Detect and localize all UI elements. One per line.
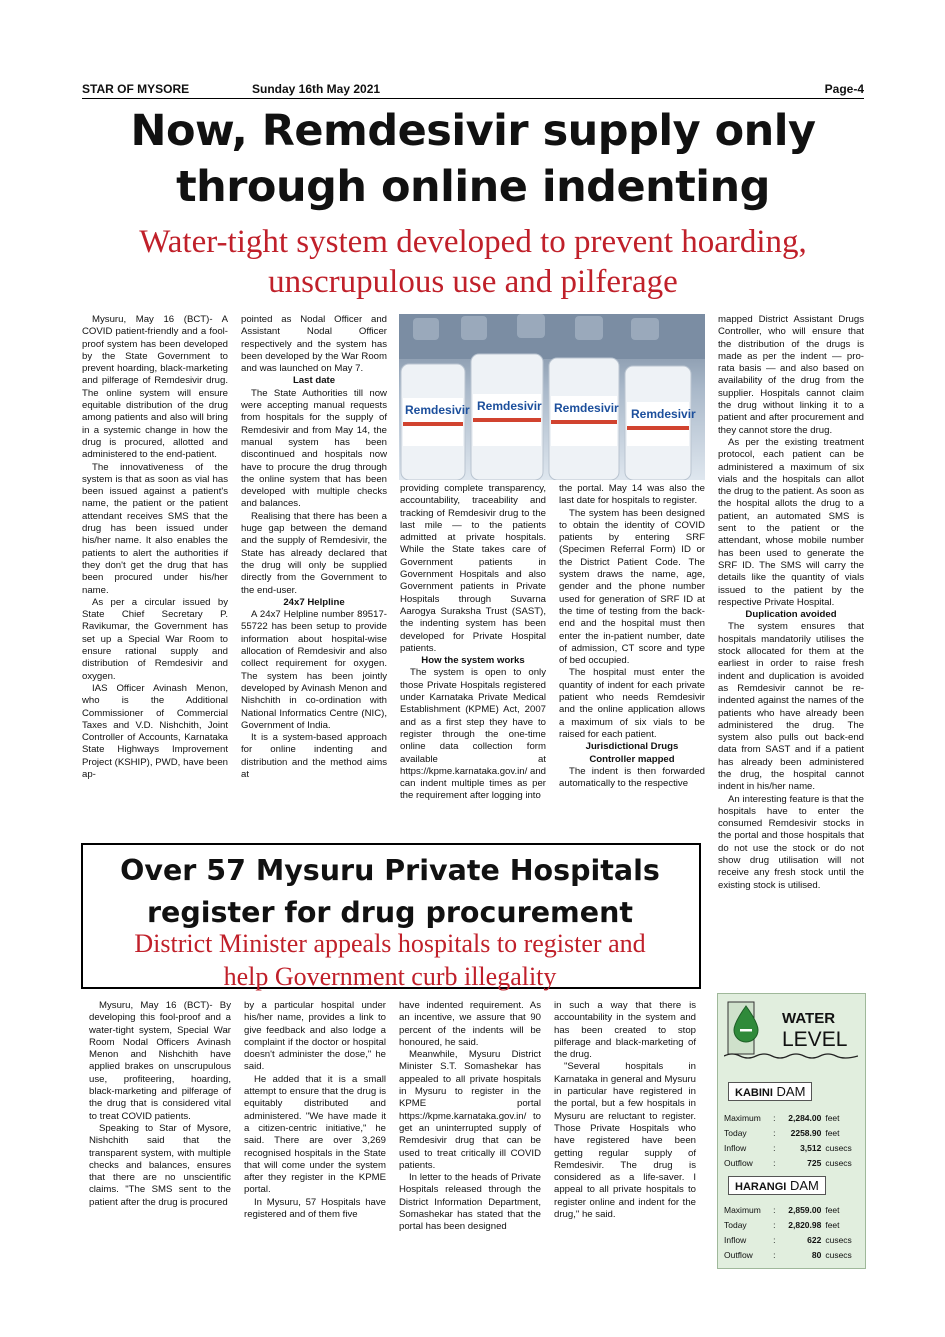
story1-column-3 xyxy=(400,483,546,803)
story1-paragraph: As per a circular issued by State Chief Secretary P. Ravikumar, the Government has set up a Special War Room to ensure rational supply and distribution of Remdesivir and oxygen. xyxy=(82,596,228,682)
water-level-header xyxy=(724,1000,858,1060)
vial-label: Remdesivir xyxy=(554,401,619,415)
harangi-table xyxy=(722,1202,860,1262)
table-row: Outflow : 80 cusecs xyxy=(724,1249,852,1260)
story1-paragraph: The State Authorities till now were accepting manual requests from hospitals for the supply of Remdesivir and from May 14, the manual system has been discontinued and hospitals now have to procure the drug through the online system that has been developed with multiple checks and balances. xyxy=(241,387,387,510)
story1-column-4 xyxy=(559,483,705,790)
table-row: Today : 2258.90 feet xyxy=(724,1127,840,1138)
story1-paragraph: An interesting feature is that the hospitals have to enter the consumed Remdesivir stocks in the portal and those hospitals that do not use the stock or do not show drug utilisation will not receive any fresh stock until the existing stock is utilised. xyxy=(718,793,864,891)
story1-paragraph: The system is open to only those Private Hospitals registered under Karnataka Private Medical Establishment (KPME) Act, 2007 and as a first step they have to register through the one-time online data collection form available at https://kpme.karnataka.gov.in/ and can indent multiple times as per the requirement after logging into xyxy=(400,667,546,802)
story1-paragraph: Realising that there has been a huge gap between the demand and the supply of Remdesivir, the State has already declared that the drug will only be supplied directly from the Government to the end-user. xyxy=(241,510,387,596)
story1-column-1 xyxy=(82,314,228,781)
masthead xyxy=(82,80,864,99)
story2-paragraph: Mysuru, May 16 (BCT)- By developing this fool-proof and a water-tight system, Special War Room Nodal Officers Avinash Menon and Nishchith have applied brakes on unscrupulous use, profiteering, hoarding, black-marketing and pilferage of the drug that is considered vital to treat COVID patients. xyxy=(89,1000,231,1122)
page-number: Page-4 xyxy=(824,82,864,96)
vials-illustration xyxy=(399,314,705,480)
vial-label: Remdesivir xyxy=(631,407,696,421)
subhead-how-system-works: How the system works xyxy=(421,655,525,667)
subheadline-line-1: Water-tight system developed to prevent hoarding, xyxy=(139,224,807,260)
story2-paragraph: He added that it is a small attempt to ensure that the drug is equitably distributed and administered. "We have made it a citizen-centric initiative," he said. There are over 3,269 recognised hospitals in the State that will come under the system after they register in the KPME portal. xyxy=(244,1073,386,1196)
story2-column-4 xyxy=(554,1000,696,1221)
water-level-box xyxy=(717,993,866,1269)
remdesivir-vials-photo xyxy=(399,314,705,480)
headline-line-1: Now, Remdesivir supply only xyxy=(130,106,816,156)
story2-headline-line-2: register for drug procurement xyxy=(146,896,634,929)
story1-paragraph: The hospital must enter the quantity of indent for each private patient who needs Remdesivir and the online application allows a maximum of six vials to be raised for each patient. xyxy=(559,667,705,740)
story2-paragraph: In letter to the heads of Private Hospitals released through the District Information Department, Somashekar has stated that the portal has been designed xyxy=(399,1172,541,1233)
story1-column-5 xyxy=(718,314,864,892)
story1-column-2 xyxy=(241,314,387,781)
story1-paragraph: the portal. May 14 was also the last date for hospitals to register. xyxy=(559,483,705,507)
story1-paragraph: IAS Officer Avinash Menon, who is the Additional Commissioner of Commercial Taxes and V.D. Nishchith, Joint Controller of Accounts, Karnataka State Highways Improvement Project (KSHIP), PWD, have been ap- xyxy=(82,682,228,780)
level-title: LEVEL xyxy=(782,1028,848,1051)
kabini-dam-label xyxy=(728,1082,812,1101)
table-row: Outflow : 725 cusecs xyxy=(724,1157,852,1168)
story1-paragraph: mapped District Assistant Drugs Controller, who will ensure that the distribution of the drugs is made as per the indent — pro-rata basis — and also based on availability of the drug from the supplier. Hospitals cannot claim the drug without linking it to a patient and after procurement and they cannot store the drug. xyxy=(718,314,864,436)
table-row: Inflow : 622 cusecs xyxy=(724,1234,852,1245)
story2-paragraph: in such a way that there is accountability in the system and has been created to stop pilferage and black-marketing of the drug. xyxy=(554,1000,696,1061)
main-subheadline xyxy=(70,222,876,302)
story2-paragraph: Speaking to Star of Mysore, Nishchith said that the transparent system, with multiple checks and balances, ensures that there are no unscientific claims. "The SMS sent to the patient after the drug is procured xyxy=(89,1122,231,1208)
story1-paragraph: The indent is then forwarded automatically to the respective xyxy=(559,765,705,790)
story1-paragraph: The system ensures that hospitals mandatorily utilises the stock allocated for them at the earliest in order to raise fresh indent and duplication is avoided as Remdesivir cannot be re-indented against the names of the patients who have already been administered the drug. The system also pulls out back-end data from SAST and if a patient has already been administered the drug, the hospital cannot indent in his/her name. xyxy=(718,621,864,793)
story1-paragraph: A 24x7 Helpline number 89517-55722 has been setup to provide information about hospital-wise allocation of Remdesivir and also collect requirement for oxygen. The system has been jointly developed by Avinash Menon and Nishchith in co-ordination with National Informatics Centre (NIC), Government of India. xyxy=(241,609,387,731)
story2-headline-line-1: Over 57 Mysuru Private Hospitals xyxy=(120,854,660,887)
story1-paragraph: It is a system-based approach for online indenting and distribution and the method aims at xyxy=(241,732,387,780)
story2-paragraph: In Mysuru, 57 Hospitals have registered and of them five xyxy=(244,1196,386,1221)
water-title: WATER xyxy=(782,1010,836,1027)
vial-label: Remdesivir xyxy=(477,399,542,413)
story2-sub-line-2: help Government curb illegality xyxy=(223,962,557,991)
story1-paragraph: The innovativeness of the system is that as soon as vial has been issued against a patient's name, the patient or the patient attendant receives SMS that the drug has been issued under his/her name. It also enables the patients to alert the authorities if they don't get the drug that has been procured under his/her name. xyxy=(82,461,228,596)
table-row: Inflow : 3,512 cusecs xyxy=(724,1142,852,1153)
issue-date: Sunday 16th May 2021 xyxy=(252,82,381,96)
dam-name-box: KABINI DAM xyxy=(728,1082,812,1101)
story1-paragraph: Mysuru, May 16 (BCT)- A COVID patient-friendly and a fool-proof system has been developed by the State Government to prevent hoarding, black-marketing and pilferage of Remdesivir drug. The online system will ensure equitable distribution of the drug among patients and also will bring in a systemic change in how the drug is procured, allotted and administered to the end-patient. xyxy=(82,314,228,461)
story2-sub-line-1: District Minister appeals hospitals to register and xyxy=(134,929,646,958)
story2-column-1 xyxy=(89,1000,231,1209)
subhead-jurisdictional: Controller mapped xyxy=(589,753,675,765)
subheadline-line-2: unscrupulous use and pilferage xyxy=(268,264,678,300)
story2-headline xyxy=(84,850,696,934)
subhead-jurisdictional: Jurisdictional Drugs xyxy=(585,741,679,753)
subhead-duplication-avoided: Duplication avoided xyxy=(745,609,837,621)
table-row: Today : 2,820.98 feet xyxy=(724,1219,840,1230)
dam-name-box: HARANGI DAM xyxy=(728,1176,826,1195)
table-row: Maximum : 2,284.00 feet xyxy=(724,1112,840,1123)
story2-subheadline xyxy=(84,927,696,993)
story2-paragraph: Meanwhile, Mysuru District Minister S.T. Somashekar has appealed to all private hospitals in Mysuru to register in the KPME portal https://kpme.karnataka.gov.in/ to get an uninterrupted supply of Remdesivir drug that can be used to treat critically ill COVID patients. xyxy=(399,1049,541,1171)
story2-column-3 xyxy=(399,1000,541,1234)
story2-column-2 xyxy=(244,1000,386,1221)
story1-paragraph: pointed as Nodal Officer and Assistant Nodal Officer respectively and the system has been developed by the War Room and was launched on May 7. xyxy=(241,314,387,375)
paper-name: STAR OF MYSORE xyxy=(82,82,190,96)
main-headline xyxy=(70,103,876,215)
vial-label: Remdesivir xyxy=(405,403,470,417)
subhead-last-date: Last date xyxy=(292,375,336,387)
story1-paragraph: The system has been designed to obtain the identity of COVID patients by entering SRF (Specimen Referral Form) ID or the District Patient Code. The system draws the name, age, gender and the phone number used for generation of SRF ID at the time of testing from the back-end and the hospital must then enter the in-patient number, date of admission, CT score and type of bed occupied. xyxy=(559,507,705,667)
story2-paragraph: "Several hospitals in Karnataka in general and Mysuru in particular have registered in the portal, but a few hospitals in Mysuru are reluctant to register. Those Private Hospitals who have registered have been getting regular supply of Remdesivir. The drug is considered as a life-saver. I appeal to all private hospitals to register online and indent for the drug," he said. xyxy=(554,1061,696,1221)
table-row: Maximum : 2,859.00 feet xyxy=(724,1204,840,1215)
headline-line-2: through online indenting xyxy=(176,162,770,212)
story2-paragraph: have indented requirement. As an incentive, we assure that 90 percent of the indents will be honoured, he said. xyxy=(399,1000,541,1048)
harangi-dam-label xyxy=(728,1176,826,1195)
kabini-table xyxy=(722,1110,860,1170)
story1-paragraph: As per the existing treatment protocol, each patient can be administered a maximum of six vials and the hospitals can allot the drug to the patient. As soon as the hospital allots the drug to a patient, an automated SMS is sent to the patient or the attendant, whose mobile number has been used to generate the SRF ID. The SMS will carry the details like the quantity of vials issued to the patient by the respective Private Hospital. xyxy=(718,436,864,608)
story2-paragraph: by a particular hospital under his/her name, provides a link to give feedback and also lodge a complaint if the doctor or hospital doesn't administer the dose," he said. xyxy=(244,1000,386,1073)
subhead-helpline: 24x7 Helpline xyxy=(283,596,345,608)
story1-paragraph: providing complete transparency, accountability, traceability and tracking of Remdesivir drug to the last mile — to the patients admitted at private hospitals. While the State takes care of Government patients in Government Hospitals and also Government patients in Private Hospitals through Suvarna Aarogya Suraksha Trust (SAST), the indenting system has been developed for Private Hospital patients. xyxy=(400,483,546,654)
